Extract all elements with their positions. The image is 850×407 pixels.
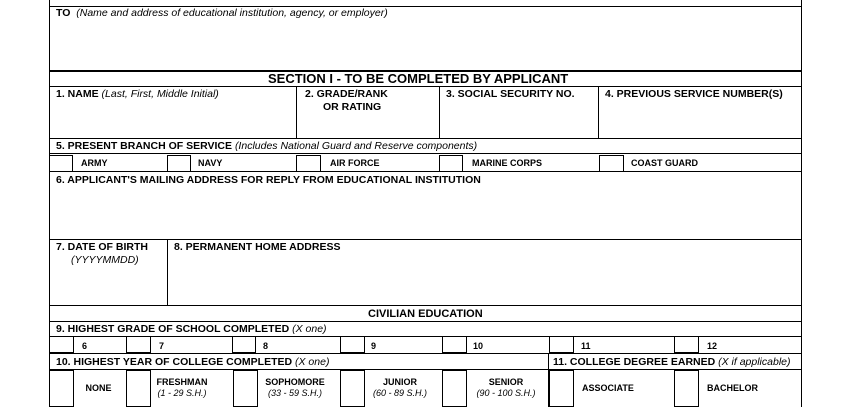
- dob-label: 7. DATE OF BIRTH: [56, 241, 148, 253]
- college-junior-checkbox[interactable]: [340, 370, 365, 407]
- college-freshman-checkbox[interactable]: [126, 370, 151, 407]
- highest-grade-label: 9. HIGHEST GRADE OF SCHOOL COMPLETED (X one): [56, 323, 327, 335]
- grade-9-checkbox[interactable]: [340, 336, 365, 353]
- branch-airforce-checkbox[interactable]: [296, 155, 321, 172]
- grade-12-checkbox[interactable]: [674, 336, 699, 353]
- grade-8-label: 8: [263, 341, 269, 351]
- branch-army-checkbox[interactable]: [49, 155, 73, 172]
- mailing-address-field[interactable]: [50, 187, 801, 238]
- dob-hint: (YYYYMMDD): [71, 254, 139, 266]
- branch-marines-checkbox[interactable]: [439, 155, 463, 172]
- grade-field[interactable]: [297, 114, 438, 138]
- college-none-checkbox[interactable]: [49, 370, 74, 407]
- branch-label: 5. PRESENT BRANCH OF SERVICE (Includes National Guard and Reserve components): [56, 140, 478, 152]
- rule: [49, 305, 802, 306]
- branch-marines-label: MARINE CORPS: [472, 158, 543, 168]
- college-sophomore-label: SOPHOMORE (33 - 59 S.H.): [265, 377, 325, 398]
- rule: [49, 353, 802, 354]
- grade-6-checkbox[interactable]: [49, 336, 74, 353]
- college-senior-label: SENIOR (90 - 100 S.H.): [476, 377, 536, 398]
- previous-service-field[interactable]: [599, 101, 801, 138]
- home-address-field[interactable]: [168, 254, 801, 304]
- grade-label-line1: 2. GRADE/RANK: [305, 88, 388, 100]
- branch-airforce-label: AIR FORCE: [330, 158, 380, 168]
- college-year-label: 10. HIGHEST YEAR OF COLLEGE COMPLETED (X one): [56, 356, 330, 368]
- grade-7-label: 7: [159, 341, 165, 351]
- grade-6-label: 6: [82, 341, 88, 351]
- branch-navy-label: NAVY: [198, 158, 223, 168]
- college-freshman-label: FRESHMAN (1 - 29 S.H.): [156, 377, 208, 398]
- college-senior-checkbox[interactable]: [442, 370, 467, 407]
- form-right-border: [801, 0, 802, 407]
- grade-9-label: 9: [371, 341, 377, 351]
- grade-8-checkbox[interactable]: [232, 336, 256, 353]
- grade-11-label: 11: [581, 341, 591, 351]
- college-junior-label: JUNIOR (60 - 89 S.H.): [372, 377, 428, 398]
- grade-11-checkbox[interactable]: [549, 336, 574, 353]
- name-field[interactable]: [50, 101, 295, 138]
- branch-army-label: ARMY: [81, 158, 108, 168]
- degree-associate-label: ASSOCIATE: [582, 383, 634, 393]
- rule: [49, 153, 802, 154]
- rule: [49, 86, 802, 87]
- rule: [49, 321, 802, 322]
- previous-service-label: 4. PREVIOUS SERVICE NUMBER(S): [605, 88, 783, 100]
- college-sophomore-checkbox[interactable]: [233, 370, 258, 407]
- mailing-label: 6. APPLICANT'S MAILING ADDRESS FOR REPLY FROM EDUCATIONAL INSTITUTION: [56, 174, 481, 186]
- grade-12-label: 12: [707, 341, 718, 351]
- branch-coastguard-checkbox[interactable]: [599, 155, 624, 172]
- branch-navy-checkbox[interactable]: [167, 155, 191, 172]
- degree-associate-checkbox[interactable]: [549, 370, 574, 407]
- to-label: TO (Name and address of educational institution, agency, or employer): [56, 7, 388, 19]
- degree-label: 11. COLLEGE DEGREE EARNED (X if applicable): [553, 356, 791, 368]
- college-none-label: NONE: [85, 383, 112, 393]
- grade-10-label: 10: [473, 341, 484, 351]
- grade-7-checkbox[interactable]: [126, 336, 151, 353]
- rule: [49, 138, 802, 139]
- home-address-label: 8. PERMANENT HOME ADDRESS: [174, 241, 341, 253]
- degree-bachelor-checkbox[interactable]: [674, 370, 699, 407]
- name-label: 1. NAME (Last, First, Middle Initial): [56, 88, 219, 100]
- grade-10-checkbox[interactable]: [442, 336, 467, 353]
- ssn-field[interactable]: [440, 101, 597, 138]
- grade-label-line2: OR RATING: [323, 101, 382, 113]
- civilian-education-title: CIVILIAN EDUCATION: [368, 308, 483, 320]
- to-address-field[interactable]: [50, 22, 801, 70]
- section-title: SECTION I - TO BE COMPLETED BY APPLICANT: [268, 71, 569, 86]
- degree-bachelor-label: BACHELOR: [707, 383, 758, 393]
- dob-field[interactable]: [50, 268, 166, 304]
- rule: [49, 171, 802, 172]
- rule: [49, 239, 802, 240]
- branch-coastguard-label: COAST GUARD: [631, 158, 698, 168]
- ssn-label: 3. SOCIAL SECURITY NO.: [446, 88, 575, 100]
